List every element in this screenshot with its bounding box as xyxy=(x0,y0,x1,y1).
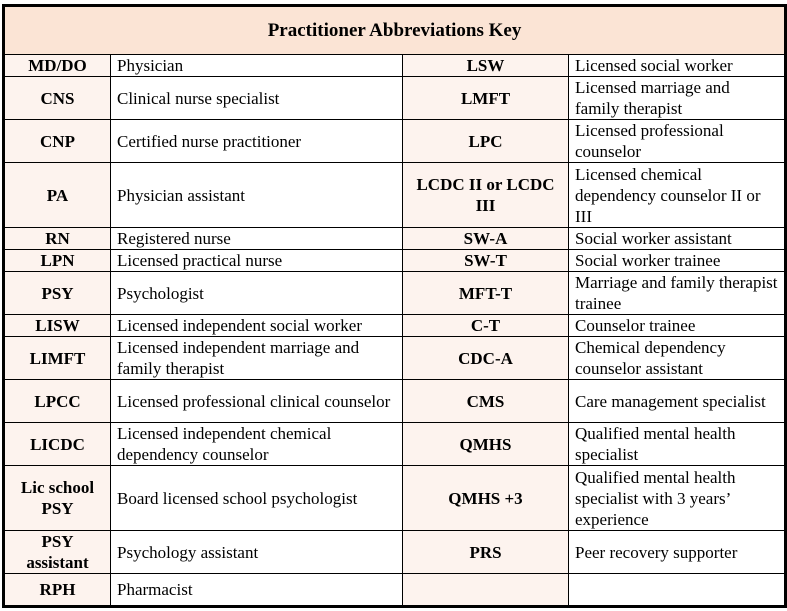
right-description: Marriage and family therapist trainee xyxy=(569,272,786,315)
right-description xyxy=(569,574,786,607)
left-description: Clinical nurse specialist xyxy=(111,77,403,120)
left-description: Licensed independent marriage and family therapist xyxy=(111,337,403,380)
right-description: Counselor trainee xyxy=(569,315,786,337)
right-abbreviation: QMHS +3 xyxy=(403,466,569,531)
right-description: Chemical dependency counselor assistant xyxy=(569,337,786,380)
left-abbreviation: RPH xyxy=(4,574,111,607)
left-description: Psychologist xyxy=(111,272,403,315)
table-row xyxy=(4,77,786,120)
left-abbreviation: MD/DO xyxy=(4,55,111,77)
left-description: Licensed practical nurse xyxy=(111,250,403,272)
right-description: Qualified mental health specialist with 3 years’ experience xyxy=(569,466,786,531)
left-description: Board licensed school psychologist xyxy=(111,466,403,531)
table-title-row xyxy=(4,6,786,55)
left-abbreviation: PSY assistant xyxy=(4,531,111,574)
table-row xyxy=(4,120,786,163)
table-row xyxy=(4,466,786,531)
right-description: Qualified mental health specialist xyxy=(569,423,786,466)
right-abbreviation: PRS xyxy=(403,531,569,574)
right-description: Social worker assistant xyxy=(569,228,786,250)
right-abbreviation: C-T xyxy=(403,315,569,337)
table-row xyxy=(4,272,786,315)
table-row xyxy=(4,250,786,272)
left-description: Psychology assistant xyxy=(111,531,403,574)
left-abbreviation: LPCC xyxy=(4,380,111,423)
right-abbreviation: QMHS xyxy=(403,423,569,466)
left-abbreviation: LICDC xyxy=(4,423,111,466)
right-description: Care management specialist xyxy=(569,380,786,423)
right-abbreviation: LCDC II or LCDC III xyxy=(403,163,569,228)
table-row xyxy=(4,574,786,607)
right-abbreviation xyxy=(403,574,569,607)
left-description: Licensed professional clinical counselor xyxy=(111,380,403,423)
table-row xyxy=(4,228,786,250)
right-abbreviation: SW-T xyxy=(403,250,569,272)
left-abbreviation: Lic school PSY xyxy=(4,466,111,531)
left-abbreviation: LISW xyxy=(4,315,111,337)
table-row xyxy=(4,55,786,77)
right-abbreviation: LPC xyxy=(403,120,569,163)
left-description: Physician xyxy=(111,55,403,77)
table-row xyxy=(4,531,786,574)
right-description: Licensed chemical dependency counselor II or III xyxy=(569,163,786,228)
left-description: Pharmacist xyxy=(111,574,403,607)
left-abbreviation: PSY xyxy=(4,272,111,315)
left-description: Licensed independent social worker xyxy=(111,315,403,337)
right-description: Licensed professional counselor xyxy=(569,120,786,163)
right-description: Social worker trainee xyxy=(569,250,786,272)
right-abbreviation: MFT-T xyxy=(403,272,569,315)
left-abbreviation: LPN xyxy=(4,250,111,272)
table-title: Practitioner Abbreviations Key xyxy=(4,6,786,55)
left-abbreviation: RN xyxy=(4,228,111,250)
practitioner-abbreviations-table xyxy=(2,4,787,608)
right-description: Licensed social worker xyxy=(569,55,786,77)
right-abbreviation: SW-A xyxy=(403,228,569,250)
table-row xyxy=(4,380,786,423)
table-row xyxy=(4,163,786,228)
table-row xyxy=(4,337,786,380)
table-row xyxy=(4,423,786,466)
right-abbreviation: CDC-A xyxy=(403,337,569,380)
right-description: Peer recovery supporter xyxy=(569,531,786,574)
left-abbreviation: CNS xyxy=(4,77,111,120)
right-abbreviation: CMS xyxy=(403,380,569,423)
left-description: Registered nurse xyxy=(111,228,403,250)
right-abbreviation: LSW xyxy=(403,55,569,77)
left-description: Certified nurse practitioner xyxy=(111,120,403,163)
left-abbreviation: PA xyxy=(4,163,111,228)
left-description: Physician assistant xyxy=(111,163,403,228)
right-abbreviation: LMFT xyxy=(403,77,569,120)
left-abbreviation: LIMFT xyxy=(4,337,111,380)
table-body xyxy=(4,55,786,607)
table-row xyxy=(4,315,786,337)
left-abbreviation: CNP xyxy=(4,120,111,163)
left-description: Licensed independent chemical dependency counselor xyxy=(111,423,403,466)
right-description: Licensed marriage and family therapist xyxy=(569,77,786,120)
